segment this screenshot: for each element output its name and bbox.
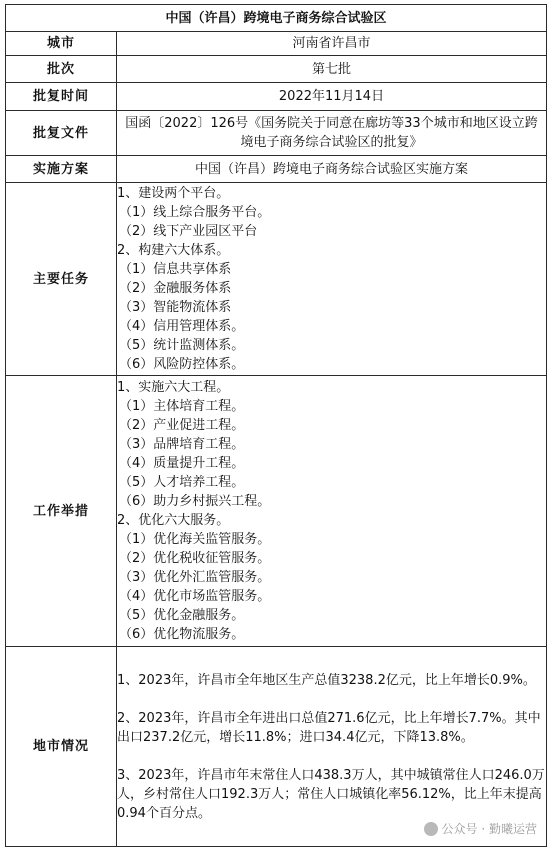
list-item: （1）信息共享体系: [119, 262, 232, 277]
measures-label: 工作举措: [6, 376, 117, 647]
list-item: （1）主体培育工程。: [119, 399, 245, 414]
row-main-tasks: [6, 183, 547, 376]
row-approval-time: [6, 83, 547, 111]
city-status-label: 地市情况: [6, 647, 117, 847]
list-item: （4）质量提升工程。: [119, 456, 245, 471]
list-item: 1、建设两个平台。: [117, 186, 230, 201]
list-item: （2）产业促进工程。: [119, 418, 245, 433]
wechat-icon: [424, 822, 438, 836]
list-item: （1）线上综合服务平台。: [119, 205, 271, 220]
row-batch: [6, 56, 547, 83]
list-item: （3）智能物流体系: [119, 300, 232, 315]
row-city: [6, 32, 547, 56]
list-item: （2）优化税收征管服务。: [119, 551, 271, 566]
watermark-text: 公众号 · 勤曦运营: [441, 822, 537, 836]
plan-label: 实施方案: [6, 156, 117, 183]
list-item: （2）金融服务体系: [119, 281, 232, 296]
city-label: 城市: [6, 32, 117, 56]
approval-doc-label: 批复文件: [6, 111, 117, 156]
row-city-status: [6, 647, 547, 847]
list-item: （3）品牌培育工程。: [119, 437, 245, 452]
list-item: （6）助力乡村振兴工程。: [119, 494, 271, 509]
table-title: 中国（许昌）跨境电子商务综合试验区: [6, 5, 547, 32]
list-item: 2、构建六大体系。: [117, 243, 230, 258]
row-approval-doc: [6, 111, 547, 156]
info-table: [5, 4, 547, 847]
list-item: （2）线下产业园区平台: [119, 224, 258, 239]
plan-value: 中国（许昌）跨境电子商务综合试验区实施方案: [117, 156, 547, 183]
list-item: （6）风险防控体系。: [119, 357, 245, 372]
watermark: [424, 820, 537, 837]
list-item: （5）优化金融服务。: [119, 608, 245, 623]
title-row: [6, 5, 547, 32]
main-tasks-label: 主要任务: [6, 183, 117, 376]
city-value: 河南省许昌市: [117, 32, 547, 56]
list-item: 1、实施六大工程。: [117, 380, 230, 395]
stat-paragraph: 2、2023年，许昌市全年进出口总值271.6亿元，比上年增长7.7%。其中出口237.2亿元，增长11.8%；进口34.4亿元，下降13.8%。: [117, 710, 541, 745]
city-status-cell: [117, 647, 547, 847]
stat-paragraph: 1、2023年，许昌市全年地区生产总值3238.2亿元，比上年增长0.9%。: [117, 672, 536, 688]
row-plan: [6, 156, 547, 183]
approval-time-value: 2022年11月14日: [117, 83, 547, 111]
list-item: （3）优化外汇监管服务。: [119, 570, 271, 585]
list-item: （4）优化市场监管服务。: [119, 589, 271, 604]
batch-label: 批次: [6, 56, 117, 83]
list-item: （4）信用管理体系。: [119, 319, 245, 334]
row-measures: [6, 376, 547, 647]
list-item: （5）人才培养工程。: [119, 475, 245, 490]
list-item: （1）优化海关监管服务。: [119, 532, 271, 547]
approval-time-label: 批复时间: [6, 83, 117, 111]
list-item: （5）统计监测体系。: [119, 338, 245, 353]
list-item: 2、优化六大服务。: [117, 513, 230, 528]
batch-value: 第七批: [117, 56, 547, 83]
measures-cell: [117, 376, 547, 647]
approval-doc-value: 国函〔2022〕126号《国务院关于同意在廊坊等33个城市和地区设立跨境电子商务综合试验区的批复》: [117, 111, 547, 156]
list-item: （6）优化物流服务。: [119, 627, 245, 642]
stat-paragraph: 3、2023年，许昌市年末常住人口438.3万人，其中城镇常住人口246.0万人，乡村常住人口192.3万人；常住人口城镇化率56.12%，比上年末提高0.94个百分点。: [117, 767, 545, 821]
main-tasks-cell: [117, 183, 547, 376]
